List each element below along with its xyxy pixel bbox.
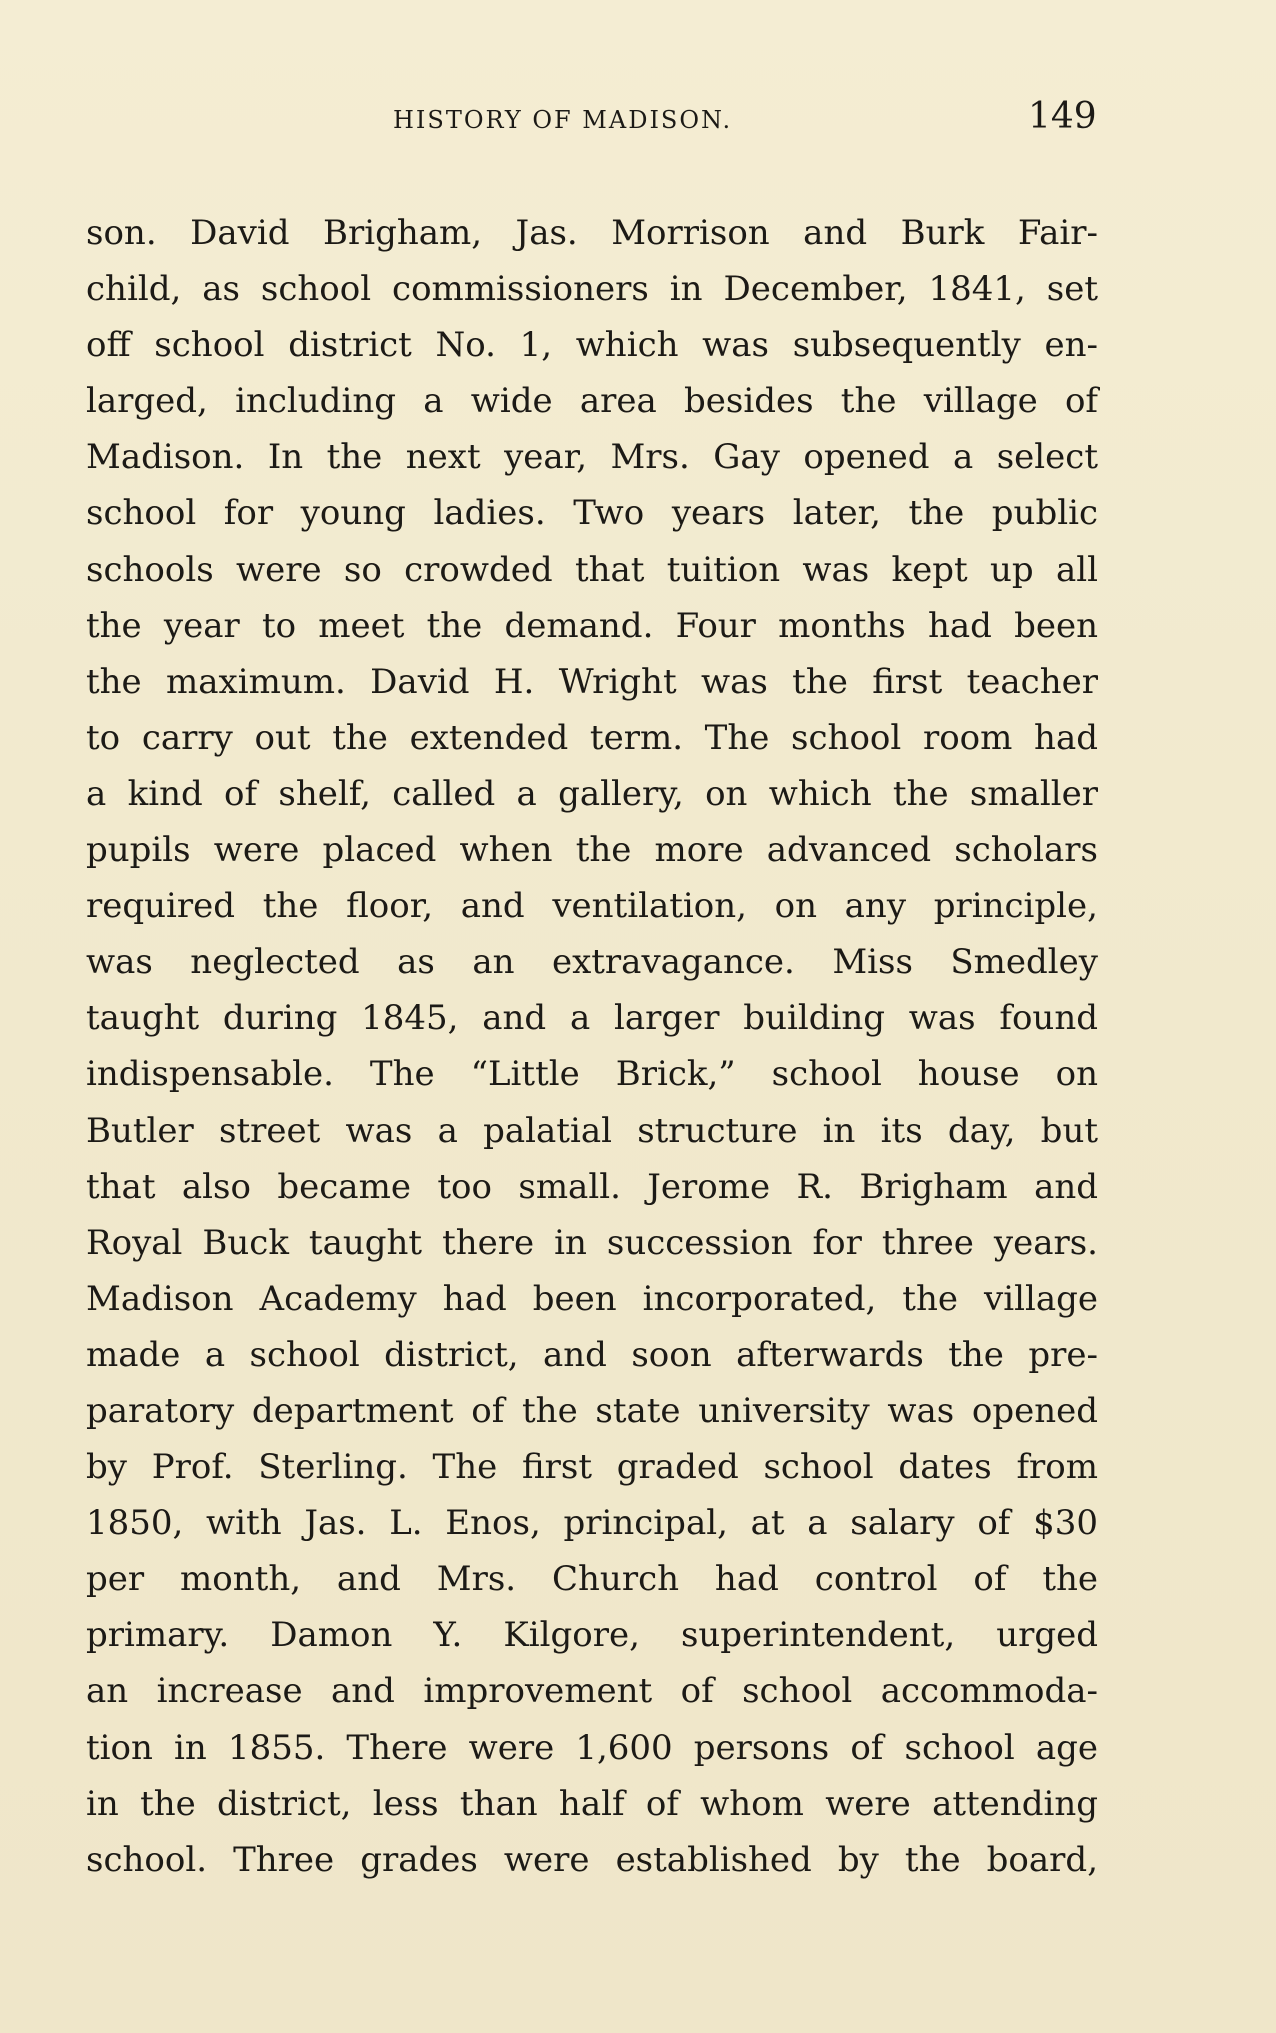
text-line: school for young ladies. Two years later, the public xyxy=(86,493,1098,534)
text-line: school. Three grades were established by the board, xyxy=(86,1839,1098,1880)
text-line: schools were so crowded that tuition was kept up all xyxy=(86,549,1098,590)
text-line: per month, and Mrs. Church had control of the xyxy=(86,1559,1098,1600)
text-line: made a school district, and soon afterwards the pre- xyxy=(86,1334,1098,1375)
text-line: paratory department of the state university was opened xyxy=(86,1390,1098,1431)
text-line: Madison Academy had been incorporated, the village xyxy=(86,1278,1098,1319)
text-line: Royal Buck taught there in succession for three years. xyxy=(86,1222,1098,1263)
text-line: the year to meet the demand. Four months had been xyxy=(86,605,1098,646)
text-line: Butler street was a palatial structure in its day, but xyxy=(86,1110,1098,1151)
body-text xyxy=(86,205,1098,1888)
text-line: a kind of shelf, called a gallery, on which the smaller xyxy=(86,773,1098,814)
text-line: tion in 1855. There were 1,600 persons of school age xyxy=(86,1727,1098,1768)
text-line: child, as school commissioners in December, 1841, set xyxy=(86,269,1098,310)
text-line: an increase and improvement of school accommoda- xyxy=(86,1671,1098,1712)
text-line: pupils were placed when the more advanced scholars xyxy=(86,830,1098,871)
text-line: in the district, less than half of whom were attending xyxy=(86,1783,1098,1824)
running-title: HISTORY OF MADISON. xyxy=(393,106,733,134)
text-line: to carry out the extended term. The school room had xyxy=(86,717,1098,758)
text-line: son. David Brigham, Jas. Morrison and Burk Fair- xyxy=(86,213,1098,253)
text-line: off school district No. 1, which was subsequently en- xyxy=(86,325,1098,366)
text-line: that also became too small. Jerome R. Brigham and xyxy=(86,1166,1098,1207)
text-line: 1850, with Jas. L. Enos, principal, at a salary of $30 xyxy=(86,1503,1098,1544)
text-line: was neglected as an extravagance. Miss Smedley xyxy=(86,942,1098,983)
text-line: required the floor, and ventilation, on any principle, xyxy=(86,886,1098,927)
text-line: Madison. In the next year, Mrs. Gay opened a select xyxy=(86,437,1098,478)
text-line: primary. Damon Y. Kilgore, superintendent, urged xyxy=(86,1615,1098,1656)
page-number: 149 xyxy=(1028,96,1097,137)
text-line: indispensable. The “Little Brick,” school house on xyxy=(86,1054,1098,1095)
text-line: larged, including a wide area besides the village of xyxy=(86,381,1098,422)
text-line: by Prof. Sterling. The first graded school dates from xyxy=(86,1447,1098,1488)
text-line: the maximum. David H. Wright was the first teacher xyxy=(86,661,1098,702)
text-line: taught during 1845, and a larger building was found xyxy=(86,998,1098,1039)
running-head xyxy=(0,96,1276,136)
